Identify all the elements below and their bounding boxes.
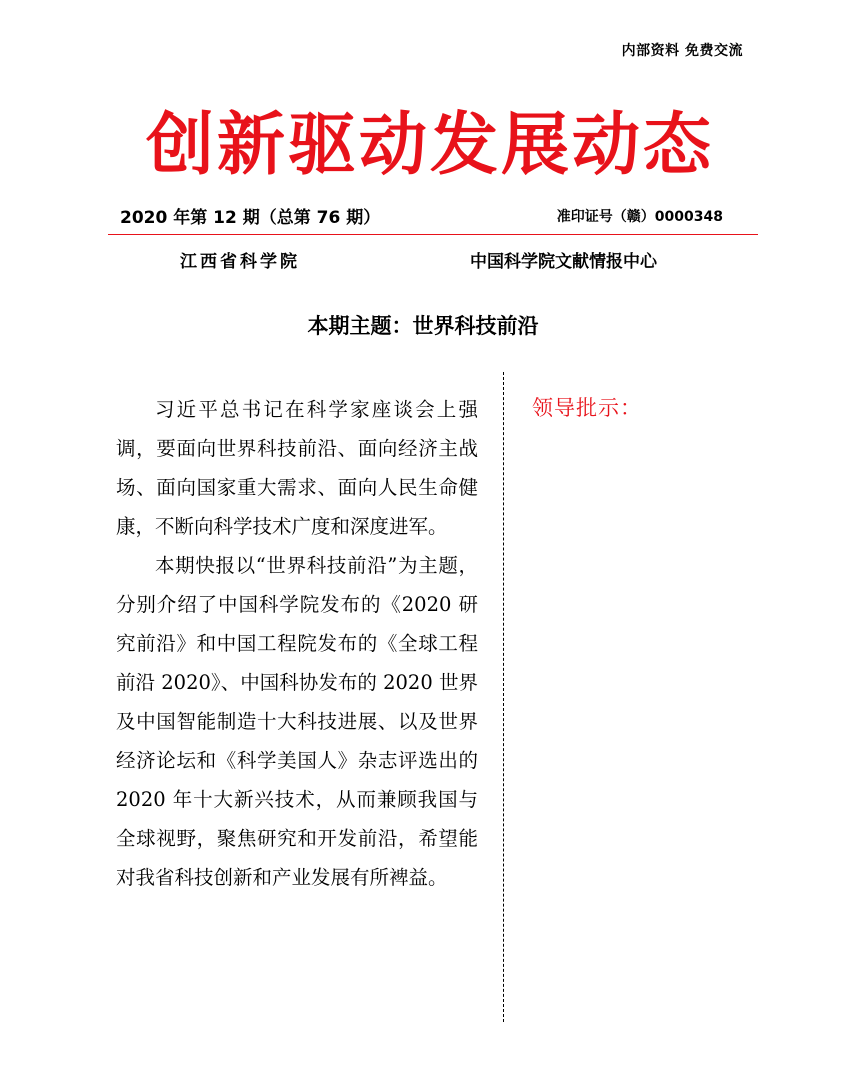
issue-theme: 本期主题：世界科技前沿 — [307, 314, 539, 338]
body-paragraph-1: 习近平总书记在科学家座谈会上强调，要面向世界科技前沿、面向经济主战场、面向国家重大需求、面向人民生命健康，不断向科学技术广度和深度进军。 — [116, 398, 478, 538]
body-text — [116, 390, 478, 897]
permit-number: 准印证号（赣）0000348 — [556, 209, 723, 225]
column-divider — [503, 372, 504, 1022]
body-paragraph-2: 本期快报以“世界科技前沿”为主题，分别介绍了中国科学院发布的《2020 研究前沿》和中国工程院发布的《全球工程前沿 2020》、中国科协发布的 2020 世界及中国智能制造十大科技进展、以及世界经济论坛和《科学美国人》杂志评选出的 2020 年十大新兴技术，从而兼顾我国与全球视野，聚焦研究和开发前沿，希望能对我省科技创新和产业发展有所裨益。 — [116, 554, 478, 889]
internal-use-note: 内部资料 免费交流 — [621, 43, 743, 59]
issue-number: 2020 年第 12 期（总第 76 期） — [120, 208, 381, 228]
leader-comment-label: 领导批示： — [532, 396, 642, 420]
masthead-title: 创新驱动发展动态 — [145, 105, 714, 185]
publisher-right: 中国科学院文献情报中心 — [470, 252, 657, 272]
header-red-rule — [108, 234, 758, 235]
publisher-left: 江西省科学院 — [180, 252, 300, 272]
